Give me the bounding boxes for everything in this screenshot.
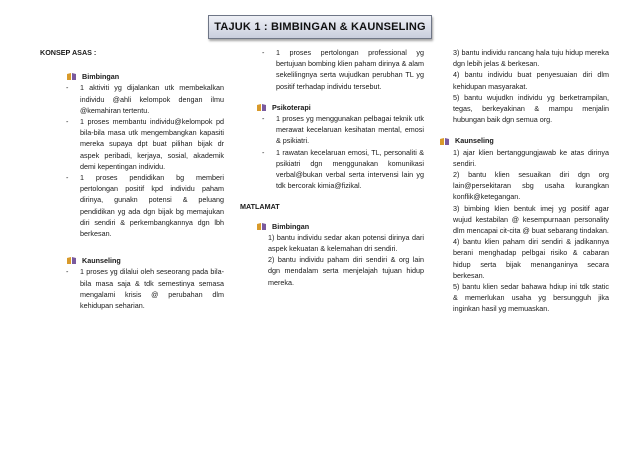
matlamat-paragraph: 2) bantu individu paham diri sendiri & org lain dgn mendalam serta menjelajah tujuan hidup mereka. [268,255,424,287]
column-konsep-asas [40,47,224,311]
book-bullet-icon [256,103,267,112]
list-item: - 1 proses yg dilalui oleh seseorang pada bila-bila masa saja & tdk semestinya semasa mengalami krisis @ perubahan dlm kehidupan seharian. [66,266,224,311]
column-middle [240,47,424,288]
subheading-bimbingan-matlamat: Bimbingan [256,221,424,232]
kaunseling-list-continued [262,47,424,92]
section-heading-konsep-asas: KONSEP ASAS : [40,48,97,57]
book-bullet-icon [66,72,77,81]
matlamat-paragraph: 3) bimbing klien bentuk imej yg positif agar wujud kestabilan @ kesempurnaan personality dlm mencapai cit-cita @ buat sebarang tindakan. [453,203,609,236]
subheading-kaunseling-matlamat: Kaunseling [439,135,609,146]
kaunseling-list [66,266,224,311]
subheading-psikoterapi: Psikoterapi [256,102,424,113]
list-item: - 1 proses pendidikan bg memberi pertolongan positif kpd individu paham dirinya, gunakn potensi & peluang pendidikan yg ada dgn bijak bg memajukan diri sendiri & perkembangkannya dgn lbh berkesan. [66,172,224,239]
list-item: - 1 proses yg menggunakan pelbagai teknik utk merawat kecelaruan kesihatan mental, emosi & psikiatri. [262,113,424,147]
subheading-bimbingan: Bimbingan [66,71,224,82]
list-item: - 1 proses pertolongan professional yg bertujuan bombing klien paham dirinya & alam sekelilingnya serta wujudkan perubhan TL yg positif terhadap individu tersebut. [262,47,424,92]
bimbingan-list [66,82,224,239]
matlamat-paragraph: 5) bantu klien sedar bahawa hdiup ini tdk static & memerlukan usaha yg bersungguh jika inginkan hasil yg memuaskan. [453,282,609,314]
matlamat-paragraph: 2) bantu klien sesuaikan diri dgn org lain@persekitaran sbg usaha kurangkan konflik@ketegangan. [453,170,609,202]
book-bullet-icon [256,222,267,231]
list-item: - 1 aktiviti yg dijalankan utk membekalkan individu @ahli kelompok dengan ilmu @kemahiran tertentu. [66,82,224,116]
section-heading-matlamat: MATLAMAT [240,202,280,212]
psikoterapi-list [262,113,424,191]
book-bullet-icon [439,137,450,146]
column-right [439,47,609,315]
list-item: - 1 proses membantu individu@kelompok pd bila-bila masa utk mengembangkan kapasiti mereka supaya dpt buat pilihan bijak dr aspek peribadi, kerjaya, sosial, akademik demi kepentingan individu. [66,116,224,172]
book-bullet-icon [66,256,77,265]
matlamat-paragraph: 4) bantu individu buat penyesuaian diri dlm kehidupan masyarakat. [453,70,609,91]
matlamat-paragraph: 5) bantu wujudkn individu yg berketrampilan, tegas, berkeyakinan & mampu menjalin hubungan baik dgn semua org. [453,92,609,125]
matlamat-paragraph: 1) ajar klien bertanggungjawab ke atas dirinya sendiri. [453,147,609,168]
matlamat-paragraph: 3) bantu individu rancang hala tuju hidup mereka dgn lebih jelas & berkesan. [453,48,609,69]
page-title: TAJUK 1 : BIMBINGAN & KAUNSELING [208,15,432,39]
subheading-kaunseling: Kaunseling [66,255,224,266]
list-item: - 1 rawatan kecelaruan emosi, TL, personaliti & psikiatri dgn menggunakan komunikasi verbal@bukan verbal serta intervensi lain yg tdk bercorak kimia@fizikal. [262,147,424,192]
matlamat-paragraph: 1) bantu individu sedar akan potensi dirinya dari aspek kekuatan & kelemahan dri sendiri. [268,232,424,254]
matlamat-paragraph: 4) bantu klien paham diri sendiri & jadikannya berani menghadap pelbgai risiko & cabaran hidup serta bijak menanganinya secara berkesan. [453,237,609,280]
